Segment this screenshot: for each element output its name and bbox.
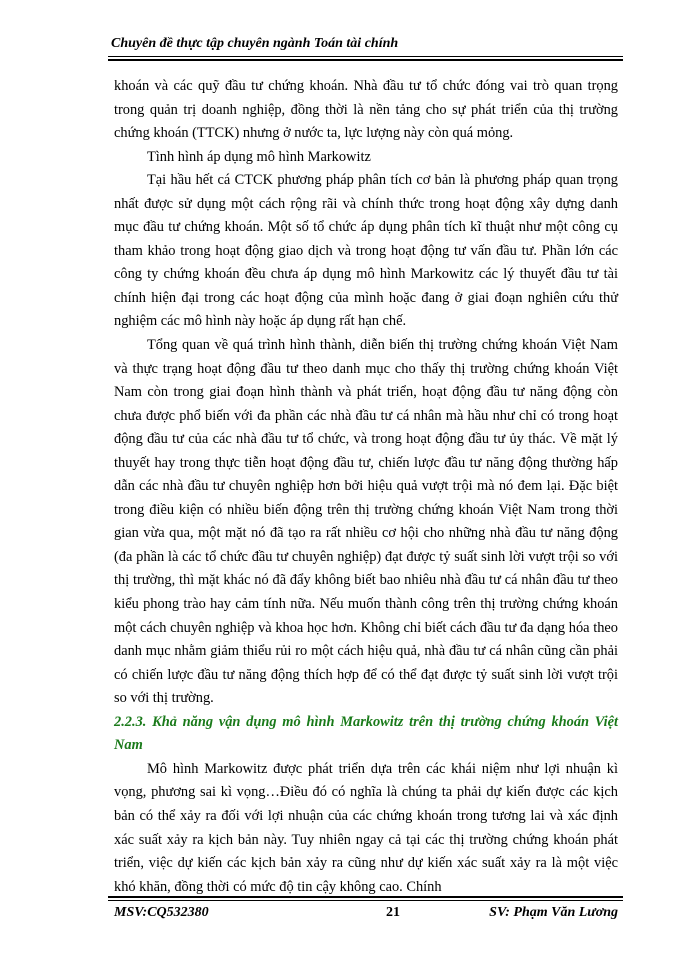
paragraph-3: Tại hầu hết cá CTCK phương pháp phân tích cơ bản là phương pháp quan trọng nhất được sử dụng một cách rộng rãi và chính thức trong hoạt động xây dựng danh mục đầu tư chứng khoán. Một số tổ chức áp dụng phân tích kĩ thuật như một công cụ tham khảo trong hoạt động giao dịch và trong hoạt động tư vấn đầu tư. Phần lớn các công ty chứng khoán đều chưa áp dụng mô hình Markowitz các lý thuyết đầu tư tài chính hiện đại trong các hoạt động của mình hoặc đang ở giai đoạn nghiên cứu thử nghiệm các mô hình này hoặc áp dụng rất hạn chế.: [114, 172, 618, 330]
page-header-title: Chuyên đề thực tập chuyên ngành Toán tài chính: [111, 36, 399, 51]
paragraph-4: Tổng quan về quá trình hình thành, diễn biến thị trường chứng khoán Việt Nam và thực trạng hoạt động đầu tư theo danh mục cho thấy thị trường chứng khoán Việt Nam còn trong giai đoạn hình thành và phát triển, hoạt động đầu tư năng động còn chưa được phổ biến với đa phần các nhà đầu tư cá nhân mà hầu như chỉ có trong hoạt động đầu tư của các nhà đầu tư tổ chức, và trong hoạt động đầu tư ủy thác. Về mặt lý thuyết hay trong thực tiễn hoạt động đầu tư, chiến lược đầu tư năng động thường hấp dẫn các nhà đầu tư chuyên nghiệp hơn bởi hiệu quả vượt trội mà nó đem lại. Đặc biệt trong điều kiện có nhiều biến động trên thị trường chứng khoán Việt Nam trong thời gian vừa qua, một mặt nó đã tạo ra rất nhiều cơ hội cho những nhà đầu tư năng động (đa phần là các tổ chức đầu tư chuyên nghiệp) đạt được tỷ suất sinh lời vượt trội so với thị trường, thì mặt khác nó đã đẩy không biết bao nhiêu nhà đầu tư cá nhân đầu tư theo kiểu phong trào hay cảm tính nữa. Nếu muốn thành công trên thị trường chứng khoán một cách chuyên nghiệp và khoa học hơn. Không chỉ biết cách đầu tư đa dạng hóa theo danh mục nhằm giảm thiểu rủi ro một cách hiệu quả, nhà đầu tư cá nhân cũng cần phải có chiến lược đầu tư năng động thích hợp để có thể đạt được tỷ suất sinh lời vượt trội so với thị trường.: [114, 337, 618, 707]
footer-student-name: SV: Phạm Văn Lương: [489, 905, 618, 920]
body-text: [114, 75, 618, 899]
paragraph-2: Tình hình áp dụng mô hình Markowitz: [147, 148, 371, 165]
footer-page-number: 21: [386, 905, 400, 920]
header-rule-thick: [108, 59, 623, 61]
paragraph-1: khoán và các quỹ đầu tư chứng khoán. Nhà đầu tư tổ chức đóng vai trò quan trọng trong quản trị doanh nghiệp, đồng thời là nền tảng cho sự phát triển của thị trường chứng khoán (TTCK) nhưng ở nước ta, lực lượng này còn quá mỏng.: [114, 78, 618, 142]
footer-student-id: MSV:CQ532380: [114, 905, 209, 920]
header-rule-thin: [108, 56, 623, 57]
section-heading: 2.2.3. Khả năng vận dụng mô hình Markowitz trên thị trường chứng khoán Việt Nam: [114, 713, 618, 754]
footer-rule-thick: [108, 896, 623, 898]
paragraph-5: Mô hình Markowitz được phát triển dựa trên các khái niệm như lợi nhuận kì vọng, phương sai kì vọng…Điều đó có nghĩa là chúng ta phải dự kiến được các kịch bản có thể xảy ra đối với lợi nhuận của các chứng khoán trong tương lai và xác định xác suất xảy ra kịch bản này. Tuy nhiên ngay cả tại các thị trường chứng khoán phát triển, việc dự kiến các kịch bản xảy ra cũng như dự kiến xác suất xảy ra là một việc khó khăn, đồng thời có mức độ tin cậy không cao. Chính: [114, 760, 618, 895]
footer-rule-thin: [108, 900, 623, 901]
